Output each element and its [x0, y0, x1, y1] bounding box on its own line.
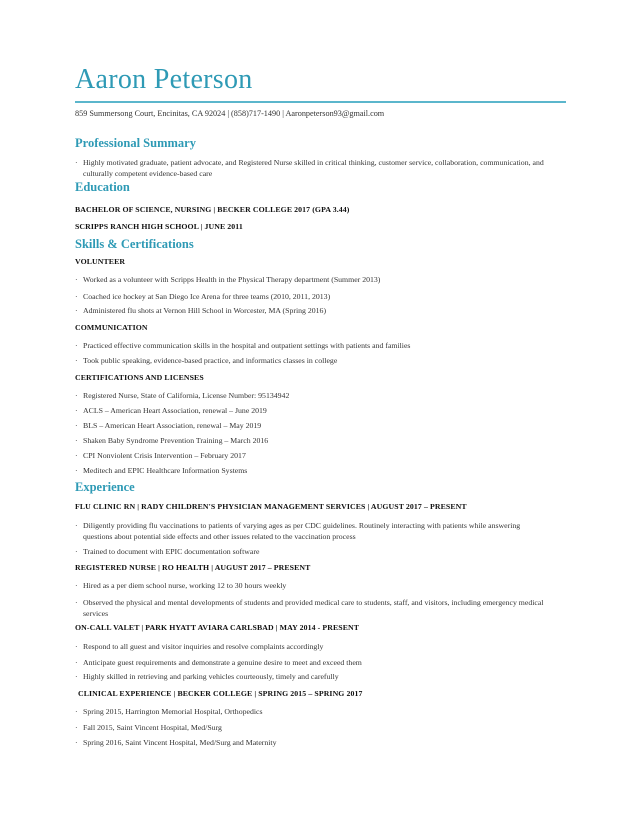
list-item: · Observed the physical and mental developments of students and provided medical care to students, staff, and visitors, including emergency medical services: [75, 598, 544, 618]
section-title-education: Education: [75, 180, 130, 194]
list-item: · Trained to document with EPIC documentation software: [75, 547, 260, 556]
list-item: · ACLS – American Heart Association, renewal – June 2019: [75, 406, 267, 415]
job-heading: CLINICAL EXPERIENCE | BECKER COLLEGE | SPRING 2015 – SPRING 2017: [78, 689, 363, 698]
section-title-skills: Skills & Certifications: [75, 237, 194, 251]
job-heading: REGISTERED NURSE | RO HEALTH | AUGUST 2017 – PRESENT: [75, 563, 311, 572]
list-item: · Coached ice hockey at San Diego Ice Arena for three teams (2010, 2011, 2013): [75, 292, 331, 301]
header-divider: [75, 101, 566, 103]
list-item: · Administered flu shots at Vernon Hill School in Worcester, MA (Spring 2016): [75, 306, 327, 315]
list-item: · Spring 2016, Saint Vincent Hospital, Med/Surg and Maternity: [75, 738, 277, 747]
contact-line: 859 Summersong Court, Encinitas, CA 92024 | (858)717-1490 | Aaronpeterson93@gmail.com: [75, 109, 385, 118]
list-item: · Highly skilled in retrieving and parking vehicles courteously, timely and carefully: [75, 672, 339, 681]
list-item: · BLS – American Heart Association, renewal – May 2019: [75, 421, 262, 430]
list-item: · Took public speaking, evidence-based practice, and informatics classes in college: [75, 356, 338, 365]
skills-subheading-certifications: CERTIFICATIONS AND LICENSES: [75, 373, 204, 382]
skills-subheading-communication: COMMUNICATION: [75, 323, 148, 332]
list-item: · Registered Nurse, State of California, License Number: 95134942: [75, 391, 290, 400]
summary-bullet: · Highly motivated graduate, patient advocate, and Registered Nurse skilled in critical thinking, customer service, collaboration, communication, and culturally competent evidence-based care: [75, 158, 544, 178]
education-item: BACHELOR OF SCIENCE, NURSING | BECKER COLLEGE 2017 (GPA 3.44): [75, 205, 350, 214]
job-heading: ON-CALL VALET | PARK HYATT AVIARA CARLSBAD | MAY 2014 - PRESENT: [75, 623, 360, 632]
list-item: · Respond to all guest and visitor inquiries and resolve complaints accordingly: [75, 642, 324, 651]
list-item: · Fall 2015, Saint Vincent Hospital, Med/Surg: [75, 723, 222, 732]
list-item: · Anticipate guest requirements and demonstrate a genuine desire to meet and exceed them: [75, 658, 362, 667]
education-item: SCRIPPS RANCH HIGH SCHOOL | JUNE 2011: [75, 222, 243, 231]
list-item: · Hired as a per diem school nurse, working 12 to 30 hours weekly: [75, 581, 287, 590]
section-title-summary: Professional Summary: [75, 136, 196, 150]
bullet-marker: ·: [75, 158, 78, 167]
list-item: · Diligently providing flu vaccinations to patients of varying ages as per CDC guidelines. Routinely interacting with patients while answering questions about potential side effects and other issues related to the vaccination process: [75, 521, 521, 541]
list-item: · Shaken Baby Syndrome Prevention Training – March 2016: [75, 436, 269, 445]
job-heading: FLU CLINIC RN | RADY CHILDREN'S PHYSICIAN MANAGEMENT SERVICES | AUGUST 2017 – PRESENT: [75, 502, 467, 511]
skills-subheading-volunteer: VOLUNTEER: [75, 257, 126, 266]
candidate-name: Aaron Peterson: [75, 64, 253, 95]
list-item: · Spring 2015, Harrington Memorial Hospital, Orthopedics: [75, 707, 263, 716]
list-item: · Worked as a volunteer with Scripps Health in the Physical Therapy department (Summer 2013): [75, 275, 381, 284]
list-item: · Meditech and EPIC Healthcare Information Systems: [75, 466, 248, 475]
list-item: · Practiced effective communication skills in the hospital and outpatient settings with patients and families: [75, 341, 411, 350]
section-title-experience: Experience: [75, 480, 135, 494]
list-item: · CPI Nonviolent Crisis Intervention – February 2017: [75, 451, 246, 460]
